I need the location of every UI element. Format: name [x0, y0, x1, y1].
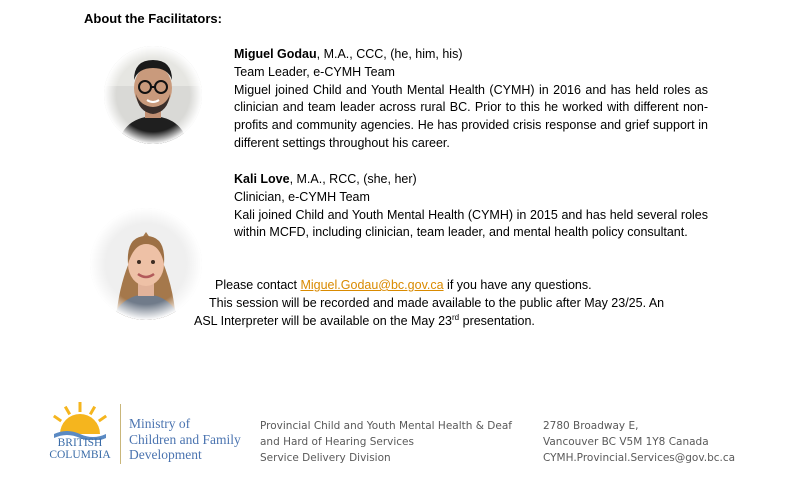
contact-email-link[interactable]: Miguel.Godau@bc.gov.ca [300, 278, 444, 292]
bc-wordmark [40, 437, 120, 461]
bc-line-2: COLUMBIA [49, 449, 111, 461]
asl-notice [194, 313, 535, 331]
program-line-3: Service Delivery Division [260, 452, 391, 464]
program-line-2: and Hard of Hearing Services [260, 436, 414, 448]
address-line-1: 2780 Broadway E, [543, 420, 639, 432]
facilitator-photo-miguel [104, 46, 202, 144]
facilitator-name: Kali Love [234, 172, 290, 186]
ministry-line-3: Development [129, 447, 202, 462]
contact-prefix: Please contact [215, 278, 301, 292]
facilitator-name: Miguel Godau [234, 47, 317, 61]
bc-line-1: BRITISH [57, 437, 103, 449]
footer-address [543, 418, 735, 466]
facilitator-bio-miguel [234, 46, 708, 153]
ministry-name [129, 416, 241, 463]
address-line-2: Vancouver BC V5M 1Y8 Canada [543, 436, 709, 448]
footer-email[interactable]: CYMH.Provincial.Services@gov.bc.ca [543, 452, 736, 464]
footer-program [260, 418, 512, 466]
facilitator-credentials: , M.A., RCC, (she, her) [289, 172, 417, 186]
asl-suffix: presentation. [459, 314, 535, 328]
facilitator-bio-kali [234, 171, 708, 242]
facilitator-role: Team Leader, e-CYMH Team [234, 64, 395, 79]
facilitator-bio-text: Kali joined Child and Youth Mental Health (CYMH) in 2015 and has held several roles within MCFD, including clinician, team leader, and mental health policy consultant. [234, 207, 708, 240]
facilitator-bio-text: Miguel joined Child and Youth Mental Health (CYMH) in 2016 and has held roles as clinician and team leader across rural BC. Prior to this he worked with different non-profits and community agencies. He has provided crisis response and grief support in different settings throughout his career. [234, 82, 708, 150]
page-heading: About the Facilitators: [84, 11, 222, 26]
facilitator-photo-kali [90, 208, 202, 320]
asl-superscript: rd [452, 312, 460, 322]
program-line-1: Provincial Child and Youth Mental Health & Deaf [260, 420, 512, 432]
asl-prefix: ASL Interpreter will be available on the May 23 [194, 314, 453, 328]
ministry-line-2: Children and Family [129, 431, 241, 447]
facilitator-role: Clinician, e-CYMH Team [234, 189, 370, 204]
facilitator-credentials: , M.A., CCC, (he, him, his) [316, 47, 463, 61]
contact-suffix: if you have any questions. [443, 278, 592, 292]
footer-divider [120, 404, 121, 464]
recording-notice: This session will be recorded and made available to the public after May 23/25. An [209, 296, 665, 310]
contact-line [215, 277, 592, 295]
ministry-line-1: Ministry of [129, 416, 191, 431]
